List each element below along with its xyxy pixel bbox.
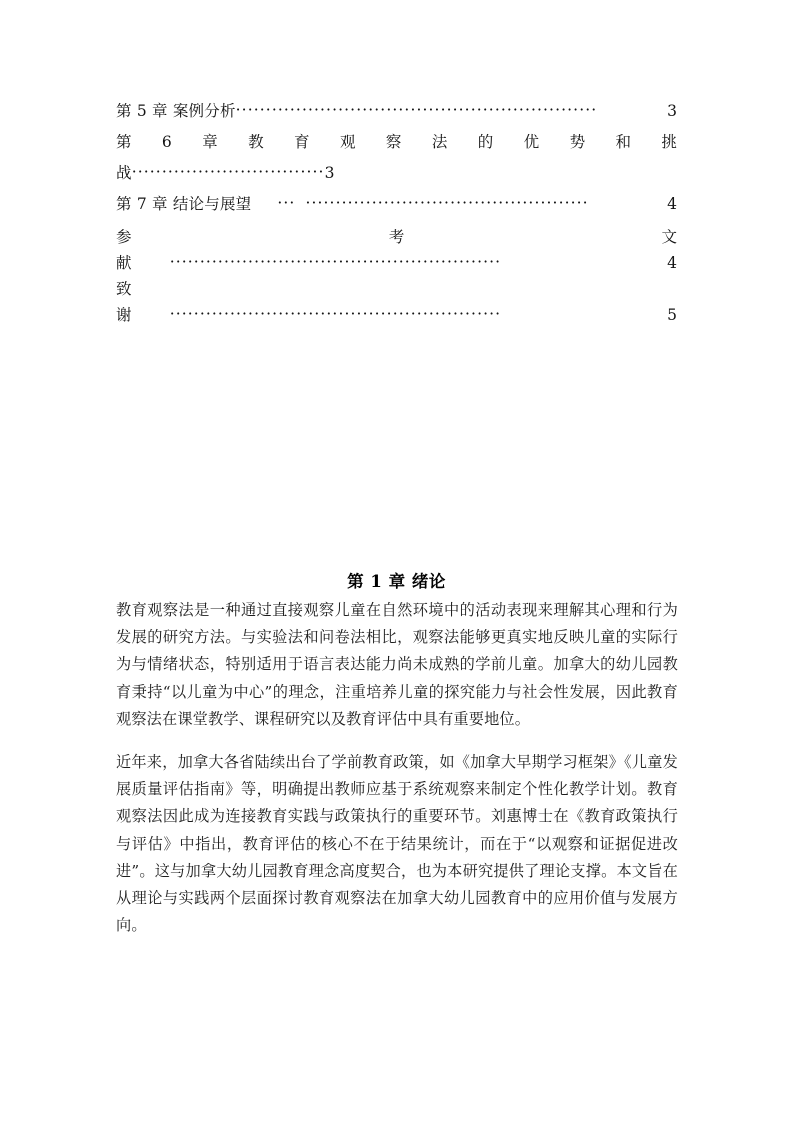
toc-char: 法 <box>431 133 448 151</box>
toc-entry-continuation <box>116 250 677 276</box>
toc-dot-leader-lead: ··· <box>277 194 296 212</box>
toc-char: 的 <box>477 133 494 151</box>
toc-char: 章 <box>202 133 218 151</box>
toc-dot-leader: ······················································· <box>169 253 502 271</box>
toc-page-number: 4 <box>667 254 677 272</box>
toc-entry-title-cont: 战 <box>116 164 132 182</box>
toc-char: 文 <box>661 228 677 246</box>
toc-entry-references[interactable] <box>116 224 677 276</box>
toc-entry-title: 第 7 章 结论与展望 <box>116 195 252 213</box>
chapter-body <box>116 597 678 939</box>
toc-dot-leader: ································ <box>131 163 325 181</box>
toc-dot-leader: ···························································· <box>235 101 598 119</box>
toc-char: 势 <box>569 133 586 151</box>
toc-entry-acknowledgement[interactable] <box>116 276 677 328</box>
toc-char: 考 <box>388 228 405 246</box>
toc-entry-title-spread <box>116 127 677 158</box>
toc-char: 观 <box>339 133 356 151</box>
toc-char: 察 <box>385 133 402 151</box>
toc-entry-title: 第 5 章 案例分析 <box>116 102 236 120</box>
body-paragraph: 教育观察法是一种通过直接观察儿童在自然环境中的活动表现来理解其心理和行为发展的研究方法。与实验法和问卷法相比，观察法能够更真实地反映儿童的实际行为与情绪状态，特别适用于语言表达能力尚未成熟的学前儿童。加拿大的幼儿园教育秉持“以儿童为中心”的理念，注重培养儿童的探究能力与社会性发展，因此教育观察法在课堂教学、课程研究以及教育评估中具有重要地位。 <box>116 601 678 728</box>
toc-entry-title-cont: 谢 <box>116 306 132 324</box>
table-of-contents <box>116 96 677 328</box>
toc-entry-chapter-6[interactable] <box>116 127 677 189</box>
toc-char: 教 <box>248 133 264 151</box>
toc-page-number: 5 <box>667 306 677 324</box>
toc-dot-leader: ······················································· <box>169 305 502 323</box>
toc-page-number: 4 <box>667 195 677 213</box>
toc-entry-chapter-7[interactable] <box>116 189 677 220</box>
toc-dot-leader: ··············································· <box>305 194 589 212</box>
toc-char: 育 <box>294 133 310 151</box>
chapter-heading: 第 1 章 绪论 <box>347 572 446 591</box>
toc-entry-continuation <box>116 302 677 328</box>
toc-char: 致 <box>116 280 132 298</box>
toc-entry-continuation <box>116 158 677 189</box>
body-paragraph: 近年来，加拿大各省陆续出台了学前教育政策，如《加拿大早期学习框架》《儿童发展质量评估指南》等，明确提出教师应基于系统观察来制定个性化教学计划。教育观察法因此成为连接教育实践与政策执行的重要环节。刘惠博士在《教育政策执行与评估》中指出，教育评估的核心不在于结果统计，而在于“以观察和证据促进改进”。这与加拿大幼儿园教育理念高度契合，也为本研究提供了理论支撑。本文旨在从理论与实践两个层面探讨教育观察法在加拿大幼儿园教育中的应用价值与发展方向。 <box>116 753 678 935</box>
toc-entry-title-cont: 献 <box>116 254 132 272</box>
toc-char: 6 <box>161 133 172 151</box>
toc-entry-title-spread <box>116 276 677 302</box>
toc-entry-title-spread <box>116 224 677 250</box>
toc-char: 第 <box>116 133 132 151</box>
toc-page-number: 3 <box>324 164 335 182</box>
toc-char: 优 <box>523 133 540 151</box>
toc-entry-chapter-5[interactable] <box>116 96 677 127</box>
toc-char: 和 <box>615 133 632 151</box>
toc-char: 挑 <box>661 133 677 151</box>
toc-char: 参 <box>116 228 132 246</box>
toc-page-number: 3 <box>667 102 677 120</box>
